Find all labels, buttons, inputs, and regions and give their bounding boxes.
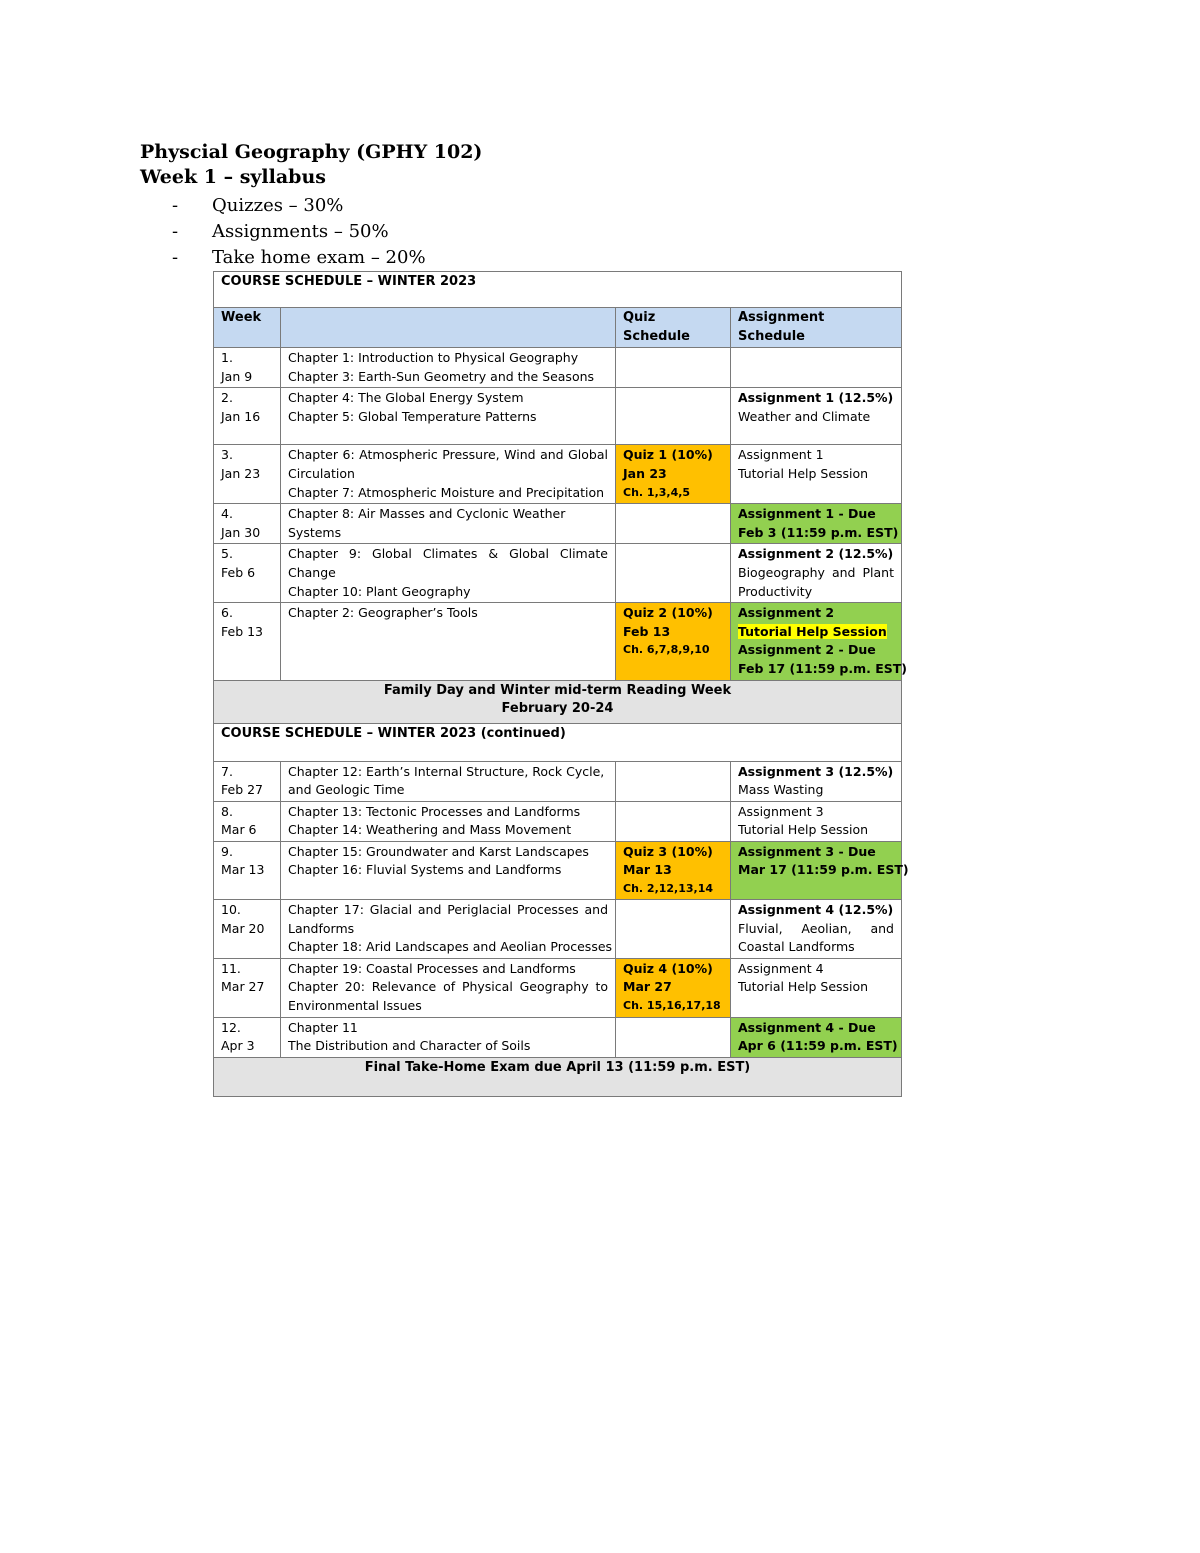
- assignment-cell: Assignment 2 (12.5%) Biogeography and Plant Productivity: [731, 544, 902, 603]
- table-row: [214, 603, 902, 680]
- week-cell: 6. Feb 13: [214, 603, 281, 680]
- assignment-cell: Assignment 1 Tutorial Help Session: [731, 445, 902, 504]
- chapter-cell: Chapter 11 The Distribution and Character of Soils: [281, 1017, 616, 1057]
- table-row: [214, 958, 902, 1017]
- reading-week-cell: Family Day and Winter mid-term Reading Week February 20-24: [214, 680, 902, 723]
- list-item: - Assignments – 50%: [172, 221, 389, 242]
- quiz-cell: Quiz 1 (10%) Jan 23 Ch. 1,3,4,5: [616, 445, 731, 504]
- grading-list: [172, 193, 426, 271]
- table-row: [214, 504, 902, 544]
- chapter-cell: Chapter 12: Earth’s Internal Structure, Rock Cycle, and Geologic Time: [281, 761, 616, 801]
- week-cell: 9. Mar 13: [214, 841, 281, 899]
- document-heading: [140, 140, 482, 190]
- chapter-cell: Chapter 1: Introduction to Physical Geography Chapter 3: Earth-Sun Geometry and the Seasons: [281, 348, 616, 388]
- quiz-cell: [616, 900, 731, 959]
- schedule-title: COURSE SCHEDULE – WINTER 2023: [214, 272, 902, 308]
- assignment-cell: Assignment 4 Tutorial Help Session: [731, 958, 902, 1017]
- assignment-cell: Assignment 4 - Due Apr 6 (11:59 p.m. EST): [731, 1017, 902, 1057]
- list-item: - Quizzes – 30%: [172, 195, 344, 216]
- chapter-cell: Chapter 15: Groundwater and Karst Landscapes Chapter 16: Fluvial Systems and Landforms: [281, 841, 616, 899]
- schedule-title-row: [214, 723, 902, 761]
- assignment-cell: [731, 348, 902, 388]
- chapter-header: [281, 308, 616, 348]
- quiz-cell: [616, 761, 731, 801]
- quiz-cell: [616, 1017, 731, 1057]
- final-exam-row: [214, 1057, 902, 1096]
- schedule-title-continued: COURSE SCHEDULE – WINTER 2023 (continued): [214, 723, 902, 761]
- week-cell: 5. Feb 6: [214, 544, 281, 603]
- table-row: [214, 801, 902, 841]
- assignment-cell: Assignment 3 Tutorial Help Session: [731, 801, 902, 841]
- week-cell: 3. Jan 23: [214, 445, 281, 504]
- highlighted-text: Tutorial Help Session: [738, 623, 887, 639]
- week-title: Week 1 – syllabus: [140, 166, 326, 188]
- week-cell: 4. Jan 30: [214, 504, 281, 544]
- quiz-header: Quiz Schedule: [616, 308, 731, 348]
- course-title: Physcial Geography (GPHY 102): [140, 141, 483, 163]
- quiz-cell: Quiz 3 (10%) Mar 13 Ch. 2,12,13,14: [616, 841, 731, 899]
- chapter-cell: Chapter 4: The Global Energy System Chapter 5: Global Temperature Patterns: [281, 388, 616, 445]
- quiz-cell: [616, 544, 731, 603]
- assignment-cell: Assignment 3 - Due Mar 17 (11:59 p.m. EST): [731, 841, 902, 899]
- week-cell: 10. Mar 20: [214, 900, 281, 959]
- week-cell: 12. Apr 3: [214, 1017, 281, 1057]
- reading-week-row: [214, 680, 902, 723]
- quiz-cell: [616, 801, 731, 841]
- chapter-cell: Chapter 8: Air Masses and Cyclonic Weather Systems: [281, 504, 616, 544]
- week-cell: 11. Mar 27: [214, 958, 281, 1017]
- schedule-title-row: [214, 272, 902, 308]
- table-row: [214, 1017, 902, 1057]
- assignment-cell: Assignment 1 - Due Feb 3 (11:59 p.m. EST): [731, 504, 902, 544]
- table-row: [214, 761, 902, 801]
- table-row: [214, 445, 902, 504]
- assignment-cell: Assignment 4 (12.5%) Fluvial, Aeolian, and Coastal Landforms: [731, 900, 902, 959]
- course-schedule-table: [213, 271, 909, 1097]
- table-row: [214, 841, 902, 899]
- week-cell: 1. Jan 9: [214, 348, 281, 388]
- table-row: [214, 544, 902, 603]
- week-header: Week: [214, 308, 281, 348]
- header-row: [214, 308, 902, 348]
- chapter-cell: Chapter 19: Coastal Processes and Landforms Chapter 20: Relevance of Physical Geography to Environmental Issues: [281, 958, 616, 1017]
- week-cell: 7. Feb 27: [214, 761, 281, 801]
- table-row: [214, 388, 902, 445]
- assignment-cell: Assignment 2 Tutorial Help Session Assignment 2 - Due Feb 17 (11:59 p.m. EST): [731, 603, 902, 680]
- quiz-cell: [616, 504, 731, 544]
- assignment-cell: Assignment 1 (12.5%) Weather and Climate: [731, 388, 902, 445]
- quiz-cell: [616, 348, 731, 388]
- final-exam-cell: Final Take-Home Exam due April 13 (11:59 p.m. EST): [214, 1057, 902, 1096]
- chapter-cell: Chapter 2: Geographer’s Tools: [281, 603, 616, 680]
- chapter-cell: Chapter 9: Global Climates & Global Climate Change Chapter 10: Plant Geography: [281, 544, 616, 603]
- table-row: [214, 348, 902, 388]
- quiz-cell: [616, 388, 731, 445]
- chapter-cell: Chapter 17: Glacial and Periglacial Processes and Landforms Chapter 18: Arid Landscapes and Aeolian Processes: [281, 900, 616, 959]
- quiz-cell: Quiz 2 (10%) Feb 13 Ch. 6,7,8,9,10: [616, 603, 731, 680]
- week-cell: 2. Jan 16: [214, 388, 281, 445]
- table-row: [214, 900, 902, 959]
- chapter-cell: Chapter 6: Atmospheric Pressure, Wind and Global Circulation Chapter 7: Atmospheric Moisture and Precipitation: [281, 445, 616, 504]
- quiz-cell: Quiz 4 (10%) Mar 27 Ch. 15,16,17,18: [616, 958, 731, 1017]
- chapter-cell: Chapter 13: Tectonic Processes and Landforms Chapter 14: Weathering and Mass Movement: [281, 801, 616, 841]
- list-item: - Take home exam – 20%: [172, 247, 426, 268]
- assignment-cell: Assignment 3 (12.5%) Mass Wasting: [731, 761, 902, 801]
- assignment-header: Assignment Schedule: [731, 308, 902, 348]
- week-cell: 8. Mar 6: [214, 801, 281, 841]
